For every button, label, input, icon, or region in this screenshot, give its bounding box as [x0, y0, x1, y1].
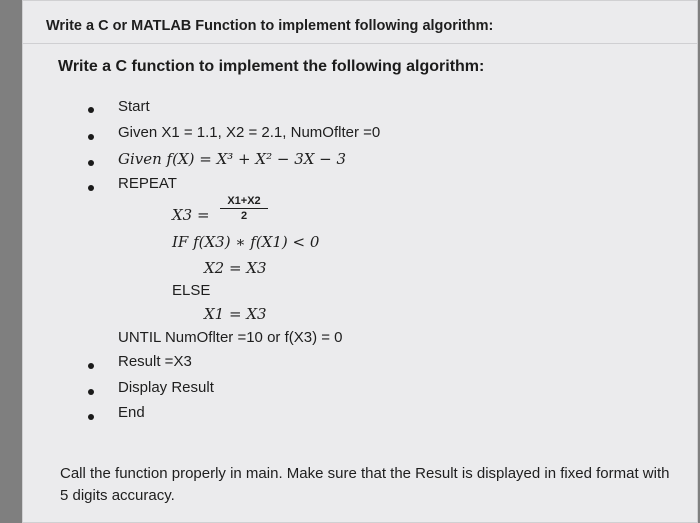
step-result: Result =X3 — [118, 353, 192, 370]
step-given-function: Given f(X) = X³ + X² − 3X − 3 — [118, 150, 347, 168]
algorithm-subtitle: Write a C function to implement the following algorithm: — [58, 58, 485, 75]
step-given-values: Given X1 = 1.1, X2 = 2.1, NumOflter =0 — [118, 124, 381, 141]
bullet-icon — [88, 389, 94, 395]
question-title: Write a C or MATLAB Function to implement following algorithm: — [46, 18, 494, 34]
step-end: End — [118, 404, 145, 421]
fraction-numerator: X1+X2 — [227, 195, 261, 207]
step-start: Start — [118, 98, 150, 115]
fraction-bar — [220, 208, 268, 209]
step-repeat: REPEAT — [118, 175, 177, 192]
bullet-icon — [88, 363, 94, 369]
else-keyword: ELSE — [172, 282, 211, 299]
bullet-icon — [88, 185, 94, 191]
fraction-denominator: 2 — [240, 210, 248, 222]
bullet-icon — [88, 107, 94, 113]
footer-instructions: Call the function properly in main. Make sure that the Result is displayed in fixed format with 5 digits accuracy. — [60, 465, 670, 504]
x3-assignment-lhs: X3 = — [172, 206, 210, 224]
x3-fraction — [220, 195, 268, 222]
bullet-icon — [88, 160, 94, 166]
question-sheet — [22, 0, 698, 523]
bullet-icon — [88, 134, 94, 140]
if-condition: IF f(X3) ∗ f(X1) < 0 — [172, 233, 320, 251]
divider — [22, 43, 698, 44]
assign-x2: X2 = X3 — [204, 259, 267, 277]
until-condition: UNTIL NumOflter =10 or f(X3) = 0 — [118, 329, 343, 346]
assign-x1: X1 = X3 — [204, 305, 267, 323]
step-display: Display Result — [118, 379, 214, 396]
bullet-icon — [88, 414, 94, 420]
